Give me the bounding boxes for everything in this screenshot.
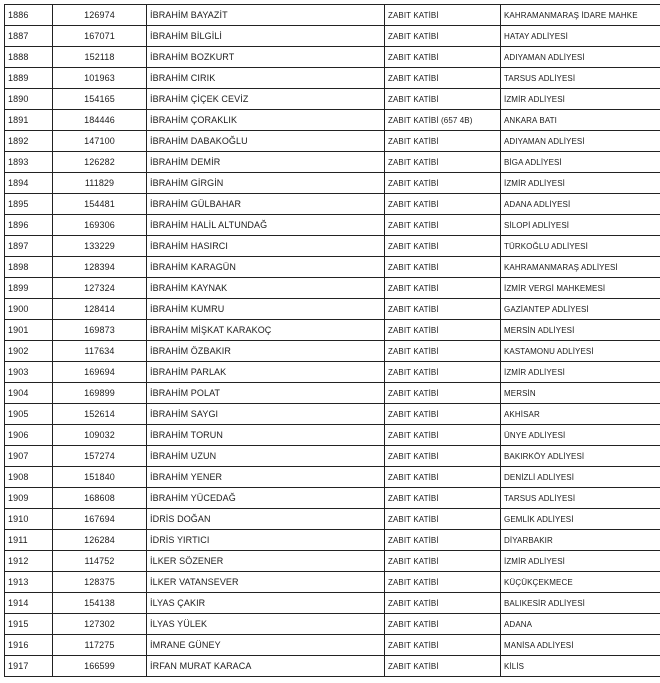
row-number-cell: 1890 [5, 89, 53, 110]
row-number-cell: 1888 [5, 47, 53, 68]
full-name-cell: İBRAHİM BİLGİLİ [147, 26, 385, 47]
institution-cell: İZMİR ADLİYESİ [501, 362, 660, 383]
table-row [5, 257, 660, 278]
full-name-cell: İMRANE GÜNEY [147, 635, 385, 656]
full-name-cell: İBRAHİM GİRGİN [147, 173, 385, 194]
job-title-cell: ZABIT KATİBİ [385, 572, 501, 593]
table-row [5, 530, 660, 551]
table-row [5, 26, 660, 47]
institution-cell: BAKIRKÖY ADLİYESİ [501, 446, 660, 467]
job-title-cell: ZABIT KATİBİ [385, 509, 501, 530]
row-number-cell: 1908 [5, 467, 53, 488]
row-number-cell: 1912 [5, 551, 53, 572]
table-row [5, 635, 660, 656]
institution-cell: GEMLİK ADLİYESİ [501, 509, 660, 530]
institution-cell: ADIYAMAN ADLİYESİ [501, 47, 660, 68]
registry-number-cell: 128375 [53, 572, 147, 593]
job-title-cell: ZABIT KATİBİ [385, 152, 501, 173]
job-title-cell: ZABIT KATİBİ [385, 278, 501, 299]
row-number-cell: 1887 [5, 26, 53, 47]
table-row [5, 614, 660, 635]
institution-cell: DENİZLİ ADLİYESİ [501, 467, 660, 488]
row-number-cell: 1886 [5, 5, 53, 26]
registry-number-cell: 167071 [53, 26, 147, 47]
full-name-cell: İBRAHİM POLAT [147, 383, 385, 404]
job-title-cell: ZABIT KATİBİ [385, 551, 501, 572]
institution-cell: BALIKESİR ADLİYESİ [501, 593, 660, 614]
table-row [5, 5, 660, 26]
registry-number-cell: 117634 [53, 341, 147, 362]
full-name-cell: İBRAHİM YENER [147, 467, 385, 488]
full-name-cell: İBRAHİM HALİL ALTUNDAĞ [147, 215, 385, 236]
row-number-cell: 1907 [5, 446, 53, 467]
registry-number-cell: 128414 [53, 299, 147, 320]
row-number-cell: 1889 [5, 68, 53, 89]
registry-number-cell: 114752 [53, 551, 147, 572]
row-number-cell: 1893 [5, 152, 53, 173]
personnel-table-body [5, 5, 660, 677]
job-title-cell: ZABIT KATİBİ [385, 383, 501, 404]
registry-number-cell: 111829 [53, 173, 147, 194]
registry-number-cell: 167694 [53, 509, 147, 530]
row-number-cell: 1891 [5, 110, 53, 131]
full-name-cell: İBRAHİM MİŞKAT KARAKOÇ [147, 320, 385, 341]
institution-cell: AKHİSAR [501, 404, 660, 425]
full-name-cell: İBRAHİM DEMİR [147, 152, 385, 173]
table-row [5, 383, 660, 404]
job-title-cell: ZABIT KATİBİ [385, 131, 501, 152]
registry-number-cell: 126284 [53, 530, 147, 551]
row-number-cell: 1902 [5, 341, 53, 362]
full-name-cell: İLKER VATANSEVER [147, 572, 385, 593]
full-name-cell: İLYAS YÜLEK [147, 614, 385, 635]
row-number-cell: 1901 [5, 320, 53, 341]
institution-cell: İZMİR ADLİYESİ [501, 173, 660, 194]
institution-cell: ADIYAMAN ADLİYESİ [501, 131, 660, 152]
row-number-cell: 1915 [5, 614, 53, 635]
institution-cell: TARSUS ADLİYESİ [501, 488, 660, 509]
full-name-cell: İBRAHİM YÜCEDAĞ [147, 488, 385, 509]
job-title-cell: ZABIT KATİBİ [385, 320, 501, 341]
registry-number-cell: 126282 [53, 152, 147, 173]
table-row [5, 509, 660, 530]
registry-number-cell: 166599 [53, 656, 147, 677]
row-number-cell: 1897 [5, 236, 53, 257]
institution-cell: DİYARBAKIR [501, 530, 660, 551]
institution-cell: ADANA [501, 614, 660, 635]
job-title-cell: ZABIT KATİBİ [385, 488, 501, 509]
table-row [5, 68, 660, 89]
job-title-cell: ZABIT KATİBİ [385, 404, 501, 425]
row-number-cell: 1914 [5, 593, 53, 614]
institution-cell: İZMİR ADLİYESİ [501, 89, 660, 110]
job-title-cell: ZABIT KATİBİ [385, 467, 501, 488]
job-title-cell: ZABIT KATİBİ [385, 362, 501, 383]
job-title-cell: ZABIT KATİBİ [385, 425, 501, 446]
job-title-cell: ZABIT KATİBİ [385, 26, 501, 47]
registry-number-cell: 154165 [53, 89, 147, 110]
job-title-cell: ZABIT KATİBİ [385, 47, 501, 68]
row-number-cell: 1898 [5, 257, 53, 278]
table-row [5, 341, 660, 362]
job-title-cell: ZABIT KATİBİ [385, 5, 501, 26]
job-title-cell: ZABIT KATİBİ [385, 173, 501, 194]
full-name-cell: İBRAHİM PARLAK [147, 362, 385, 383]
full-name-cell: İBRAHİM UZUN [147, 446, 385, 467]
registry-number-cell: 184446 [53, 110, 147, 131]
table-row [5, 446, 660, 467]
job-title-cell: ZABIT KATİBİ [385, 530, 501, 551]
registry-number-cell: 128394 [53, 257, 147, 278]
row-number-cell: 1894 [5, 173, 53, 194]
table-row [5, 467, 660, 488]
table-row [5, 572, 660, 593]
table-row [5, 320, 660, 341]
row-number-cell: 1896 [5, 215, 53, 236]
table-row [5, 425, 660, 446]
institution-cell: MANİSA ADLİYESİ [501, 635, 660, 656]
institution-cell: BİGA ADLİYESİ [501, 152, 660, 173]
job-title-cell: ZABIT KATİBİ [385, 194, 501, 215]
registry-number-cell: 169306 [53, 215, 147, 236]
registry-number-cell: 127302 [53, 614, 147, 635]
job-title-cell: ZABIT KATİBİ [385, 341, 501, 362]
full-name-cell: İBRAHİM ÇİÇEK CEVİZ [147, 89, 385, 110]
table-row [5, 551, 660, 572]
job-title-cell: ZABIT KATİBİ (657 4B) [385, 110, 501, 131]
full-name-cell: İBRAHİM SAYGI [147, 404, 385, 425]
registry-number-cell: 152614 [53, 404, 147, 425]
registry-number-cell: 101963 [53, 68, 147, 89]
registry-number-cell: 147100 [53, 131, 147, 152]
table-row [5, 131, 660, 152]
registry-number-cell: 157274 [53, 446, 147, 467]
institution-cell: GAZİANTEP ADLİYESİ [501, 299, 660, 320]
institution-cell: KÜÇÜKÇEKMECE [501, 572, 660, 593]
table-row [5, 152, 660, 173]
full-name-cell: İBRAHİM TORUN [147, 425, 385, 446]
job-title-cell: ZABIT KATİBİ [385, 89, 501, 110]
job-title-cell: ZABIT KATİBİ [385, 593, 501, 614]
full-name-cell: İBRAHİM KARAGÜN [147, 257, 385, 278]
row-number-cell: 1917 [5, 656, 53, 677]
row-number-cell: 1909 [5, 488, 53, 509]
row-number-cell: 1905 [5, 404, 53, 425]
registry-number-cell: 154481 [53, 194, 147, 215]
institution-cell: TÜRKOĞLU ADLİYESİ [501, 236, 660, 257]
full-name-cell: İDRİS DOĞAN [147, 509, 385, 530]
row-number-cell: 1903 [5, 362, 53, 383]
job-title-cell: ZABIT KATİBİ [385, 635, 501, 656]
institution-cell: ÜNYE ADLİYESİ [501, 425, 660, 446]
institution-cell: İZMİR VERGİ MAHKEMESİ [501, 278, 660, 299]
registry-number-cell: 127324 [53, 278, 147, 299]
institution-cell: KAHRAMANMARAŞ ADLİYESİ [501, 257, 660, 278]
table-row [5, 488, 660, 509]
row-number-cell: 1892 [5, 131, 53, 152]
institution-cell: KİLİS [501, 656, 660, 677]
full-name-cell: İBRAHİM GÜLBAHAR [147, 194, 385, 215]
registry-number-cell: 154138 [53, 593, 147, 614]
registry-number-cell: 169873 [53, 320, 147, 341]
institution-cell: ANKARA BATI [501, 110, 660, 131]
full-name-cell: İBRAHİM DABAKOĞLU [147, 131, 385, 152]
row-number-cell: 1900 [5, 299, 53, 320]
table-row [5, 215, 660, 236]
full-name-cell: İBRAHİM ÇORAKLIK [147, 110, 385, 131]
table-row [5, 656, 660, 677]
registry-number-cell: 168608 [53, 488, 147, 509]
job-title-cell: ZABIT KATİBİ [385, 299, 501, 320]
registry-number-cell: 117275 [53, 635, 147, 656]
table-row [5, 299, 660, 320]
row-number-cell: 1895 [5, 194, 53, 215]
registry-number-cell: 152118 [53, 47, 147, 68]
job-title-cell: ZABIT KATİBİ [385, 446, 501, 467]
registry-number-cell: 169694 [53, 362, 147, 383]
table-row [5, 173, 660, 194]
row-number-cell: 1911 [5, 530, 53, 551]
registry-number-cell: 151840 [53, 467, 147, 488]
registry-number-cell: 126974 [53, 5, 147, 26]
job-title-cell: ZABIT KATİBİ [385, 656, 501, 677]
table-row [5, 404, 660, 425]
row-number-cell: 1906 [5, 425, 53, 446]
institution-cell: HATAY ADLİYESİ [501, 26, 660, 47]
full-name-cell: İBRAHİM KUMRU [147, 299, 385, 320]
row-number-cell: 1904 [5, 383, 53, 404]
table-row [5, 593, 660, 614]
table-row [5, 110, 660, 131]
job-title-cell: ZABIT KATİBİ [385, 257, 501, 278]
row-number-cell: 1913 [5, 572, 53, 593]
registry-number-cell: 169899 [53, 383, 147, 404]
institution-cell: MERSİN [501, 383, 660, 404]
full-name-cell: İRFAN MURAT KARACA [147, 656, 385, 677]
institution-cell: KAHRAMANMARAŞ İDARE MAHKE [501, 5, 660, 26]
row-number-cell: 1899 [5, 278, 53, 299]
job-title-cell: ZABIT KATİBİ [385, 68, 501, 89]
table-row [5, 278, 660, 299]
registry-number-cell: 133229 [53, 236, 147, 257]
table-row [5, 47, 660, 68]
table-row [5, 194, 660, 215]
institution-cell: İZMİR ADLİYESİ [501, 551, 660, 572]
institution-cell: TARSUS ADLİYESİ [501, 68, 660, 89]
institution-cell: SİLOPİ ADLİYESİ [501, 215, 660, 236]
row-number-cell: 1910 [5, 509, 53, 530]
row-number-cell: 1916 [5, 635, 53, 656]
table-row [5, 362, 660, 383]
table-row [5, 89, 660, 110]
table-row [5, 236, 660, 257]
full-name-cell: İBRAHİM BAYAZİT [147, 5, 385, 26]
job-title-cell: ZABIT KATİBİ [385, 215, 501, 236]
full-name-cell: İBRAHİM HASIRCI [147, 236, 385, 257]
full-name-cell: İDRİS YIRTICI [147, 530, 385, 551]
job-title-cell: ZABIT KATİBİ [385, 614, 501, 635]
institution-cell: KASTAMONU ADLİYESİ [501, 341, 660, 362]
full-name-cell: İBRAHİM BOZKURT [147, 47, 385, 68]
full-name-cell: İLYAS ÇAKIR [147, 593, 385, 614]
full-name-cell: İLKER SÖZENER [147, 551, 385, 572]
full-name-cell: İBRAHİM ÖZBAKIR [147, 341, 385, 362]
job-title-cell: ZABIT KATİBİ [385, 236, 501, 257]
institution-cell: MERSİN ADLİYESİ [501, 320, 660, 341]
full-name-cell: İBRAHİM CIRIK [147, 68, 385, 89]
personnel-table [4, 4, 660, 677]
registry-number-cell: 109032 [53, 425, 147, 446]
full-name-cell: İBRAHİM KAYNAK [147, 278, 385, 299]
institution-cell: ADANA ADLİYESİ [501, 194, 660, 215]
